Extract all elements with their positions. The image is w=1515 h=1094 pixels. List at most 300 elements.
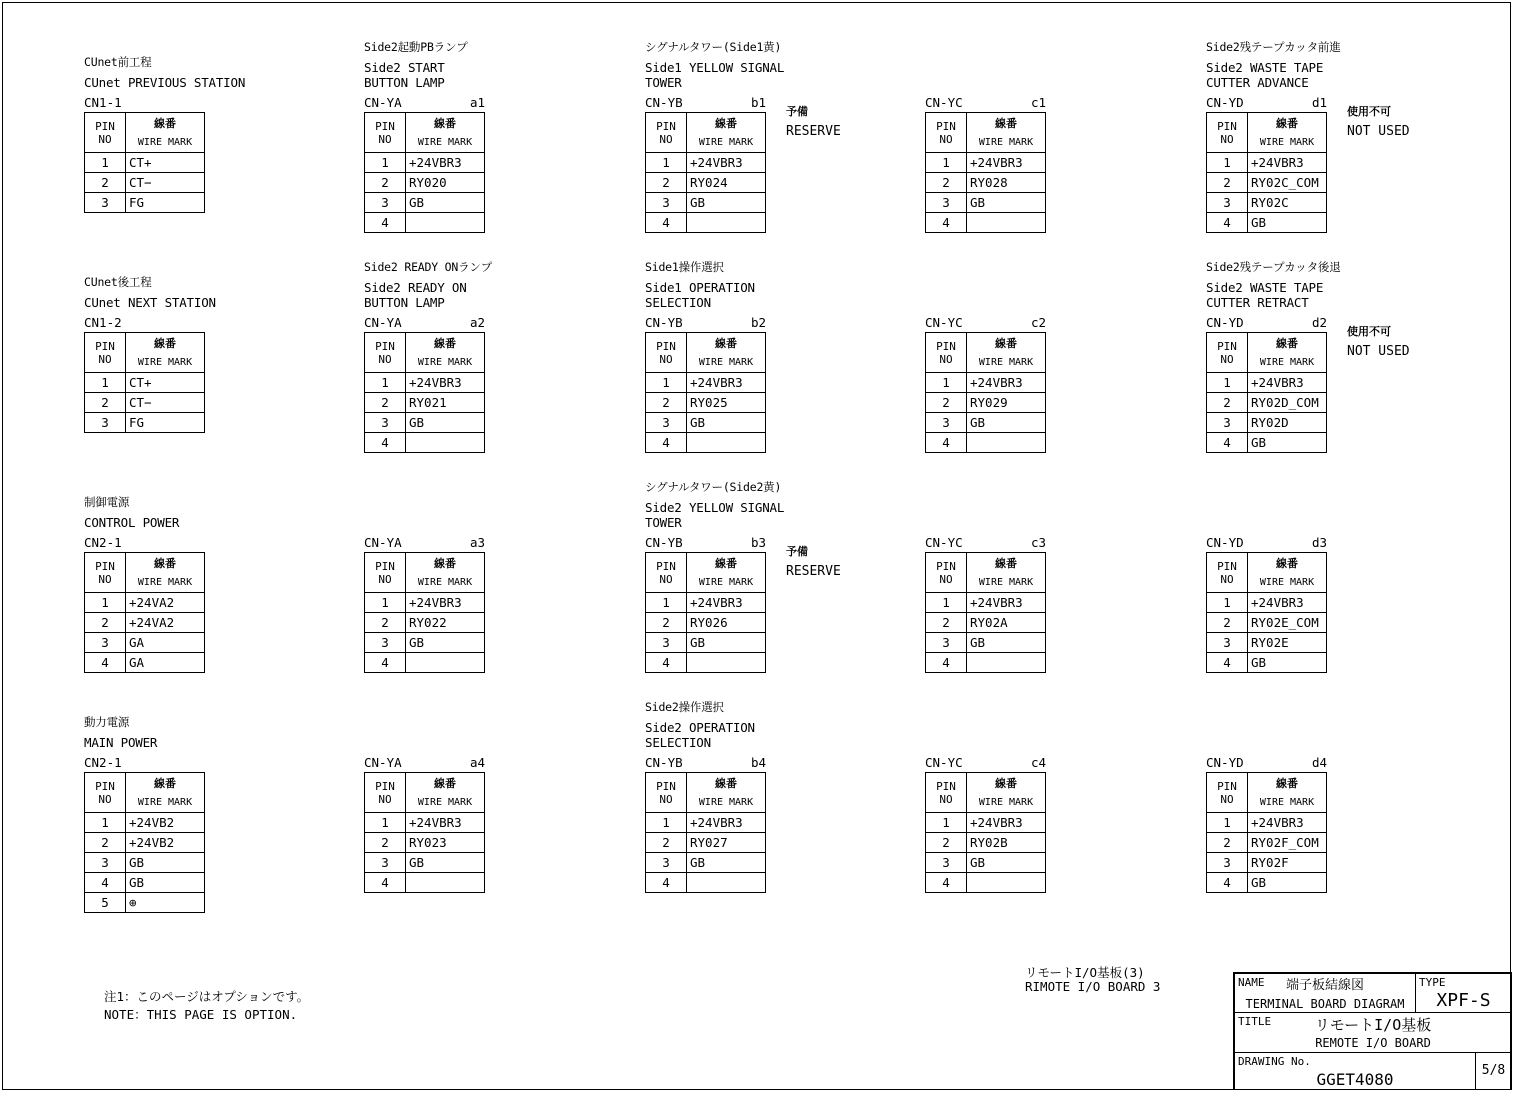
side-note-en: RESERVE (786, 564, 841, 579)
pin-no-header: PIN NO (85, 773, 126, 813)
wire-mark-header: 線番 WIRE MARK (1248, 773, 1327, 813)
pin-row (365, 433, 485, 453)
pin-row (1207, 833, 1327, 853)
pin-row (85, 153, 205, 173)
wire-mark: RY02B (967, 833, 1046, 853)
pin-no-header: PIN NO (365, 773, 406, 813)
wire-mark-header: 線番 WIRE MARK (126, 333, 205, 373)
wire-mark: +24VBR3 (967, 153, 1046, 173)
pin-number: 1 (1207, 373, 1248, 393)
side-note-jp: 予備 (786, 105, 808, 118)
pin-row (646, 653, 766, 673)
note-jp: 注1：このページはオプションです。 (104, 989, 310, 1004)
side-note (786, 104, 841, 139)
connector-id (925, 316, 1046, 330)
pin-number: 3 (85, 853, 126, 873)
pin-number: 3 (85, 633, 126, 653)
pin-row (646, 833, 766, 853)
connector-id (925, 536, 1046, 550)
wire-mark: GB (967, 853, 1046, 873)
pin-row (1207, 173, 1327, 193)
pin-table (84, 112, 205, 213)
pin-table (84, 332, 205, 433)
wire-mark: +24VBR3 (406, 813, 485, 833)
pin-no-header: PIN NO (85, 553, 126, 593)
pin-no-header: PIN NO (365, 553, 406, 593)
wire-mark: GB (1248, 213, 1327, 233)
pin-table (1206, 552, 1327, 673)
board-jp: リモートI/O基板(3) (1025, 965, 1145, 980)
pin-row (85, 413, 205, 433)
pin-number: 4 (646, 433, 687, 453)
wire-mark-header: 線番 WIRE MARK (406, 553, 485, 593)
pin-table-header (1207, 333, 1327, 373)
pin-row (365, 873, 485, 893)
pin-number: 3 (646, 853, 687, 873)
pin-row (1207, 413, 1327, 433)
pin-number: 4 (926, 433, 967, 453)
pin-row (926, 813, 1046, 833)
pin-no-header: PIN NO (646, 553, 687, 593)
pin-row (85, 633, 205, 653)
pin-table (364, 112, 485, 233)
pin-number: 1 (926, 813, 967, 833)
wire-mark-header: 線番 WIRE MARK (406, 773, 485, 813)
pin-no-header: PIN NO (926, 553, 967, 593)
pin-row (926, 433, 1046, 453)
pin-row (365, 613, 485, 633)
connector-label (84, 495, 179, 530)
wire-mark: GB (1248, 433, 1327, 453)
pin-number: 3 (646, 633, 687, 653)
connector-id (1206, 316, 1327, 330)
pin-no-header: PIN NO (646, 333, 687, 373)
pin-row (646, 153, 766, 173)
wire-mark: GB (967, 193, 1046, 213)
pin-number: 3 (365, 853, 406, 873)
pin-number: 2 (646, 173, 687, 193)
pin-row (646, 593, 766, 613)
wire-mark: RY02E (1248, 633, 1327, 653)
pin-table-header (85, 113, 205, 153)
label-en: Side1 YELLOW SIGNAL (645, 60, 785, 75)
connector-label (645, 700, 755, 750)
pin-number: 2 (85, 173, 126, 193)
pin-number: 1 (926, 153, 967, 173)
label-en: Side2 YELLOW SIGNAL (645, 500, 785, 515)
connector-id (645, 536, 766, 550)
connector-name: CN-YA (364, 755, 402, 770)
connector-name: CN-YD (1206, 755, 1244, 770)
pin-number: 2 (1207, 393, 1248, 413)
pin-row (1207, 653, 1327, 673)
pin-table-header (365, 773, 485, 813)
label-en: Side1 OPERATION (645, 280, 755, 295)
wire-mark: +24VB2 (126, 833, 205, 853)
label-jp: Side2 READY ONランプ (364, 260, 493, 274)
wire-mark-header: 線番 WIRE MARK (406, 333, 485, 373)
wire-mark-header: 線番 WIRE MARK (967, 333, 1046, 373)
connector-id (84, 316, 205, 330)
pin-table-header (85, 773, 205, 813)
wire-mark: GB (406, 193, 485, 213)
connector-label (1206, 40, 1341, 90)
title-jp: リモートI/O基板 (1314, 1016, 1432, 1034)
pin-number: 4 (85, 873, 126, 893)
connector-id (84, 756, 205, 770)
pin-row (926, 833, 1046, 853)
connector-id (645, 756, 766, 770)
wire-mark-header: 線番 WIRE MARK (126, 553, 205, 593)
side-note-jp: 使用不可 (1347, 105, 1391, 118)
wire-mark (687, 873, 766, 893)
label-jp: Side2操作選択 (645, 700, 724, 714)
connector-name: CN1-1 (84, 95, 122, 110)
name-en: TERMINAL BOARD DIAGRAM (1245, 997, 1405, 1011)
wire-mark: RY022 (406, 613, 485, 633)
pin-table-header (926, 333, 1046, 373)
label-en: SELECTION (645, 735, 711, 750)
wire-mark: +24VA2 (126, 593, 205, 613)
wire-mark: +24VBR3 (1248, 153, 1327, 173)
wire-mark: RY020 (406, 173, 485, 193)
wire-mark: GB (126, 873, 205, 893)
wire-mark-header: 線番 WIRE MARK (967, 113, 1046, 153)
pin-no-header: PIN NO (926, 333, 967, 373)
wire-mark: RY02C (1248, 193, 1327, 213)
pin-row (85, 813, 205, 833)
pin-number: 3 (1207, 413, 1248, 433)
pin-number: 2 (85, 393, 126, 413)
wire-mark: CT+ (126, 373, 205, 393)
pin-row (646, 633, 766, 653)
pin-number: 4 (1207, 873, 1248, 893)
wire-mark-header: 線番 WIRE MARK (687, 333, 766, 373)
label-en: SELECTION (645, 295, 711, 310)
wire-mark: +24VBR3 (406, 593, 485, 613)
wire-mark-header: 線番 WIRE MARK (687, 773, 766, 813)
connector-name: CN-YB (645, 535, 683, 550)
pin-row (926, 193, 1046, 213)
pin-row (85, 373, 205, 393)
pin-row (646, 613, 766, 633)
sheet-number: 5/8 (1481, 1063, 1506, 1078)
pin-number: 2 (646, 833, 687, 853)
connector-label (84, 715, 157, 750)
wire-mark: +24VBR3 (967, 593, 1046, 613)
wire-mark (967, 213, 1046, 233)
label-jp: Side2残テープカッタ前進 (1206, 40, 1341, 54)
wire-mark: RY025 (687, 393, 766, 413)
pin-number: 2 (365, 613, 406, 633)
pin-row (926, 633, 1046, 653)
pin-row (646, 173, 766, 193)
label-jp: CUnet後工程 (84, 275, 152, 289)
connector-name: CN1-2 (84, 315, 122, 330)
wire-mark: GB (126, 853, 205, 873)
wire-mark: RY02F (1248, 853, 1327, 873)
pin-row (365, 393, 485, 413)
wire-mark: RY028 (967, 173, 1046, 193)
pin-number: 3 (365, 193, 406, 213)
pin-table-header (1207, 553, 1327, 593)
connector-id (364, 756, 485, 770)
label-jp: Side1操作選択 (645, 260, 724, 274)
pin-table (925, 772, 1046, 893)
wire-mark (406, 433, 485, 453)
pin-row (85, 613, 205, 633)
pin-table (1206, 112, 1327, 233)
label-en: Side2 START (364, 60, 445, 75)
page-note (104, 988, 309, 1024)
pin-row (85, 193, 205, 213)
wire-mark: +24VBR3 (967, 813, 1046, 833)
pin-row (646, 373, 766, 393)
pin-number: 4 (365, 433, 406, 453)
wire-mark: +24VBR3 (687, 153, 766, 173)
wire-mark: +24VBR3 (687, 813, 766, 833)
connector-label (84, 55, 245, 90)
label-en: BUTTON LAMP (364, 75, 445, 90)
connector-name: CN-YD (1206, 535, 1244, 550)
board-label (1025, 966, 1160, 994)
pin-number: 1 (1207, 153, 1248, 173)
pin-no-header: PIN NO (646, 113, 687, 153)
pin-number: 2 (365, 173, 406, 193)
pin-number: 1 (646, 593, 687, 613)
pin-table (645, 552, 766, 673)
pin-row (926, 873, 1046, 893)
connector-name: CN-YC (925, 535, 963, 550)
wire-mark: GB (687, 413, 766, 433)
wire-mark: RY02F_COM (1248, 833, 1327, 853)
wire-mark: GB (687, 193, 766, 213)
pin-number: 4 (85, 653, 126, 673)
pin-row (1207, 393, 1327, 413)
side-note-jp: 予備 (786, 545, 808, 558)
pin-number: 1 (85, 373, 126, 393)
wire-mark-header: 線番 WIRE MARK (406, 113, 485, 153)
pin-table-header (926, 113, 1046, 153)
pin-row (926, 173, 1046, 193)
pin-no-header: PIN NO (1207, 333, 1248, 373)
pin-number: 1 (365, 153, 406, 173)
wire-mark: GB (687, 633, 766, 653)
connector-position: d2 (1311, 315, 1327, 330)
label-en: BUTTON LAMP (364, 295, 445, 310)
pin-number: 1 (646, 153, 687, 173)
pin-row (926, 153, 1046, 173)
wire-mark: RY02D (1248, 413, 1327, 433)
pin-row (85, 393, 205, 413)
pin-row (85, 593, 205, 613)
wire-mark: CT− (126, 173, 205, 193)
label-jp: 制御電源 (84, 495, 130, 509)
wire-mark (967, 433, 1046, 453)
pin-number: 2 (85, 613, 126, 633)
pin-row (85, 873, 205, 893)
pin-number: 2 (1207, 833, 1248, 853)
pin-number: 3 (365, 413, 406, 433)
pin-row (365, 193, 485, 213)
pin-row (926, 213, 1046, 233)
wire-mark (687, 653, 766, 673)
pin-number: 1 (365, 373, 406, 393)
connector-name: CN-YB (645, 95, 683, 110)
pin-number: 3 (926, 853, 967, 873)
pin-table (84, 552, 205, 673)
connector-position: c4 (1030, 755, 1046, 770)
pin-table-header (365, 113, 485, 153)
connector-id (364, 96, 485, 110)
pin-table (645, 112, 766, 233)
wire-mark: ⊕ (126, 893, 205, 913)
title-block (1233, 972, 1512, 1090)
connector-id (364, 316, 485, 330)
pin-row (365, 853, 485, 873)
wire-mark: RY029 (967, 393, 1046, 413)
pin-number: 1 (85, 813, 126, 833)
wire-mark-header: 線番 WIRE MARK (126, 773, 205, 813)
pin-table-header (85, 333, 205, 373)
pin-table (645, 332, 766, 453)
wire-mark: GB (406, 413, 485, 433)
pin-row (1207, 813, 1327, 833)
pin-number: 1 (1207, 813, 1248, 833)
label-jp: シグナルタワー(Side1黄) (645, 40, 782, 54)
wire-mark: +24VBR3 (406, 373, 485, 393)
connector-position: b3 (750, 535, 766, 550)
pin-row (926, 373, 1046, 393)
pin-row (1207, 433, 1327, 453)
pin-row (1207, 153, 1327, 173)
pin-number: 1 (646, 813, 687, 833)
pin-number: 2 (365, 393, 406, 413)
connector-position: d3 (1311, 535, 1327, 550)
connector-name: CN-YB (645, 755, 683, 770)
connector-id (84, 536, 205, 550)
pin-table (1206, 772, 1327, 893)
side-note-jp: 使用不可 (1347, 325, 1391, 338)
type-cell: TYPE XPF-S (1415, 973, 1512, 1013)
pin-number: 4 (926, 653, 967, 673)
pin-table-header (1207, 773, 1327, 813)
pin-number: 4 (365, 873, 406, 893)
pin-number: 2 (926, 833, 967, 853)
label-en: Side2 READY ON (364, 280, 467, 295)
pin-row (1207, 853, 1327, 873)
side-note-en: RESERVE (786, 124, 841, 139)
pin-table-header (646, 113, 766, 153)
pin-number: 1 (85, 153, 126, 173)
wire-mark-header: 線番 WIRE MARK (1248, 113, 1327, 153)
type-value: XPF-S (1436, 990, 1491, 1011)
wire-mark: +24VBR3 (1248, 373, 1327, 393)
connector-name: CN-YC (925, 95, 963, 110)
wire-mark-header: 線番 WIRE MARK (687, 113, 766, 153)
wire-mark: GB (1248, 653, 1327, 673)
pin-number: 3 (85, 413, 126, 433)
pin-row (365, 833, 485, 853)
connector-label (364, 260, 492, 310)
pin-row (365, 593, 485, 613)
pin-number: 2 (646, 613, 687, 633)
pin-number: 4 (646, 213, 687, 233)
pin-number: 2 (926, 173, 967, 193)
wire-mark: RY023 (406, 833, 485, 853)
pin-number: 3 (926, 633, 967, 653)
pin-number: 4 (1207, 213, 1248, 233)
pin-table-header (646, 773, 766, 813)
wire-mark: GB (687, 853, 766, 873)
pin-row (646, 813, 766, 833)
pin-row (1207, 213, 1327, 233)
connector-position: a2 (469, 315, 485, 330)
wire-mark (406, 213, 485, 233)
wire-mark (406, 873, 485, 893)
drawing-cell: DRAWING No. GGET4080 (1234, 1052, 1476, 1090)
connector-id (84, 96, 205, 110)
pin-row (926, 613, 1046, 633)
side-note-en: NOT USED (1347, 344, 1410, 359)
pin-table-header (926, 553, 1046, 593)
wire-mark: +24VB2 (126, 813, 205, 833)
pin-number: 4 (926, 213, 967, 233)
connector-position: a4 (469, 755, 485, 770)
label-en: CUnet NEXT STATION (84, 295, 216, 310)
pin-table-header (646, 553, 766, 593)
wire-mark: RY02D_COM (1248, 393, 1327, 413)
connector-label (1206, 260, 1341, 310)
label-en: TOWER (645, 515, 682, 530)
label-en: CUTTER RETRACT (1206, 295, 1309, 310)
pin-row (926, 393, 1046, 413)
pin-table (645, 772, 766, 893)
connector-label (364, 40, 468, 90)
sheet-cell (1475, 1052, 1512, 1090)
pin-number: 3 (365, 633, 406, 653)
pin-number: 2 (646, 393, 687, 413)
pin-number: 4 (1207, 653, 1248, 673)
wire-mark-header: 線番 WIRE MARK (1248, 553, 1327, 593)
connector-name: CN-YA (364, 535, 402, 550)
wire-mark: RY024 (687, 173, 766, 193)
connector-id (364, 536, 485, 550)
pin-row (365, 173, 485, 193)
pin-row (926, 593, 1046, 613)
pin-no-header: PIN NO (365, 333, 406, 373)
pin-table-header (1207, 113, 1327, 153)
wire-mark: +24VBR3 (1248, 593, 1327, 613)
label-jp: Side2残テープカッタ後退 (1206, 260, 1341, 274)
connector-id (925, 756, 1046, 770)
pin-row (1207, 373, 1327, 393)
pin-number: 1 (365, 813, 406, 833)
wire-mark-header: 線番 WIRE MARK (967, 773, 1046, 813)
pin-row (646, 433, 766, 453)
pin-no-header: PIN NO (85, 113, 126, 153)
pin-number: 4 (365, 653, 406, 673)
pin-table (925, 332, 1046, 453)
connector-id (1206, 756, 1327, 770)
connector-position: c3 (1030, 535, 1046, 550)
pin-number: 1 (1207, 593, 1248, 613)
pin-row (646, 873, 766, 893)
pin-no-header: PIN NO (1207, 773, 1248, 813)
pin-row (85, 893, 205, 913)
label-en: TOWER (645, 75, 682, 90)
connector-name: CN2-1 (84, 755, 122, 770)
